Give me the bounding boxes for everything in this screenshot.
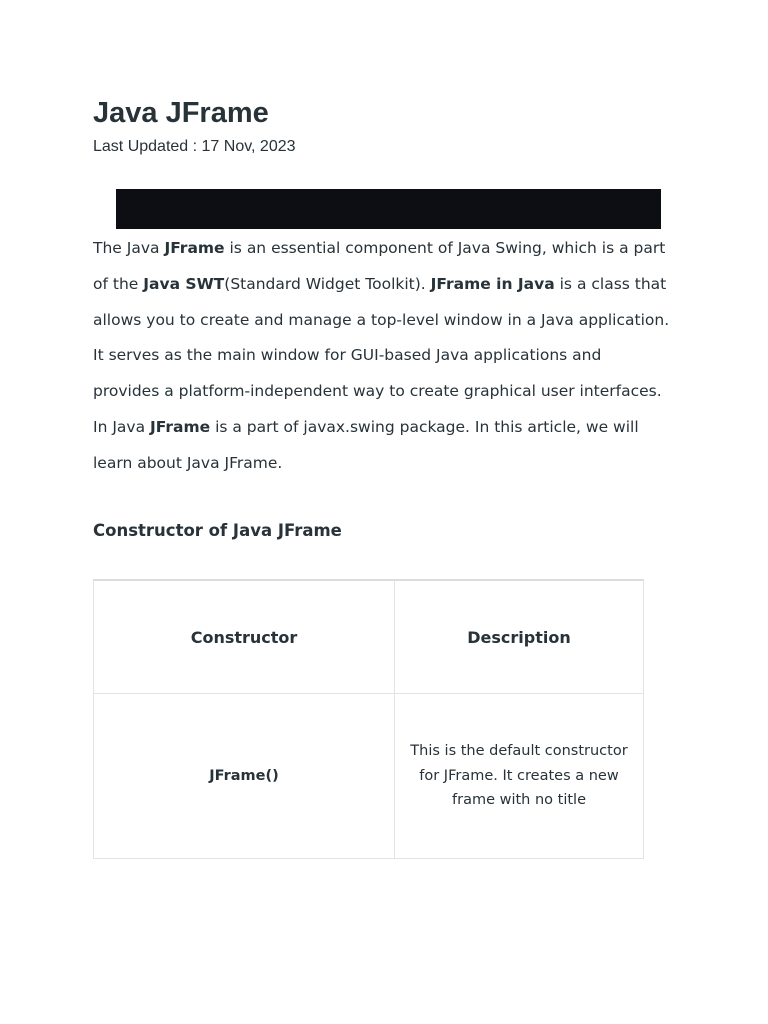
column-header-description: Description [395,580,644,694]
ad-banner[interactable] [116,189,661,229]
intro-text: In Java [93,417,150,436]
intro-text: of the [93,274,144,293]
constructor-cell: JFrame() [94,694,395,859]
intro-paragraph [93,231,683,482]
intro-text: is a class that [554,274,667,293]
description-cell: This is the default constructor for JFrame. It creates a new frame with no title [395,694,644,859]
intro-line [93,267,683,303]
intro-text: (Standard Widget Toolkit). [224,274,431,293]
intro-bold-term: JFrame [164,239,225,257]
page-title: Java JFrame [93,97,269,129]
table-header-row [94,580,644,694]
section-heading: Constructor of Java JFrame [93,521,342,540]
intro-text: is a part of javax.swing package. In this article, we will [210,417,639,436]
intro-line [93,231,683,267]
intro-text: is an essential component of Java Swing, which is a part [224,239,666,257]
column-header-constructor: Constructor [94,580,395,694]
last-updated-date: Last Updated : 17 Nov, 2023 [93,138,296,155]
table-row [94,694,644,859]
intro-line [93,410,683,446]
intro-line: It serves as the main window for GUI-based Java applications and [93,346,602,365]
intro-line: allows you to create and manage a top-level window in a Java application. [93,310,670,329]
intro-line: learn about Java JFrame. [93,453,283,472]
intro-bold-term: JFrame in Java [430,274,555,293]
intro-bold-term: JFrame [150,417,211,436]
intro-text: The Java [93,239,165,257]
intro-bold-term: Java SWT [143,274,225,293]
constructor-table [93,579,644,859]
intro-line: provides a platform-independent way to create graphical user interfaces. [93,382,662,401]
